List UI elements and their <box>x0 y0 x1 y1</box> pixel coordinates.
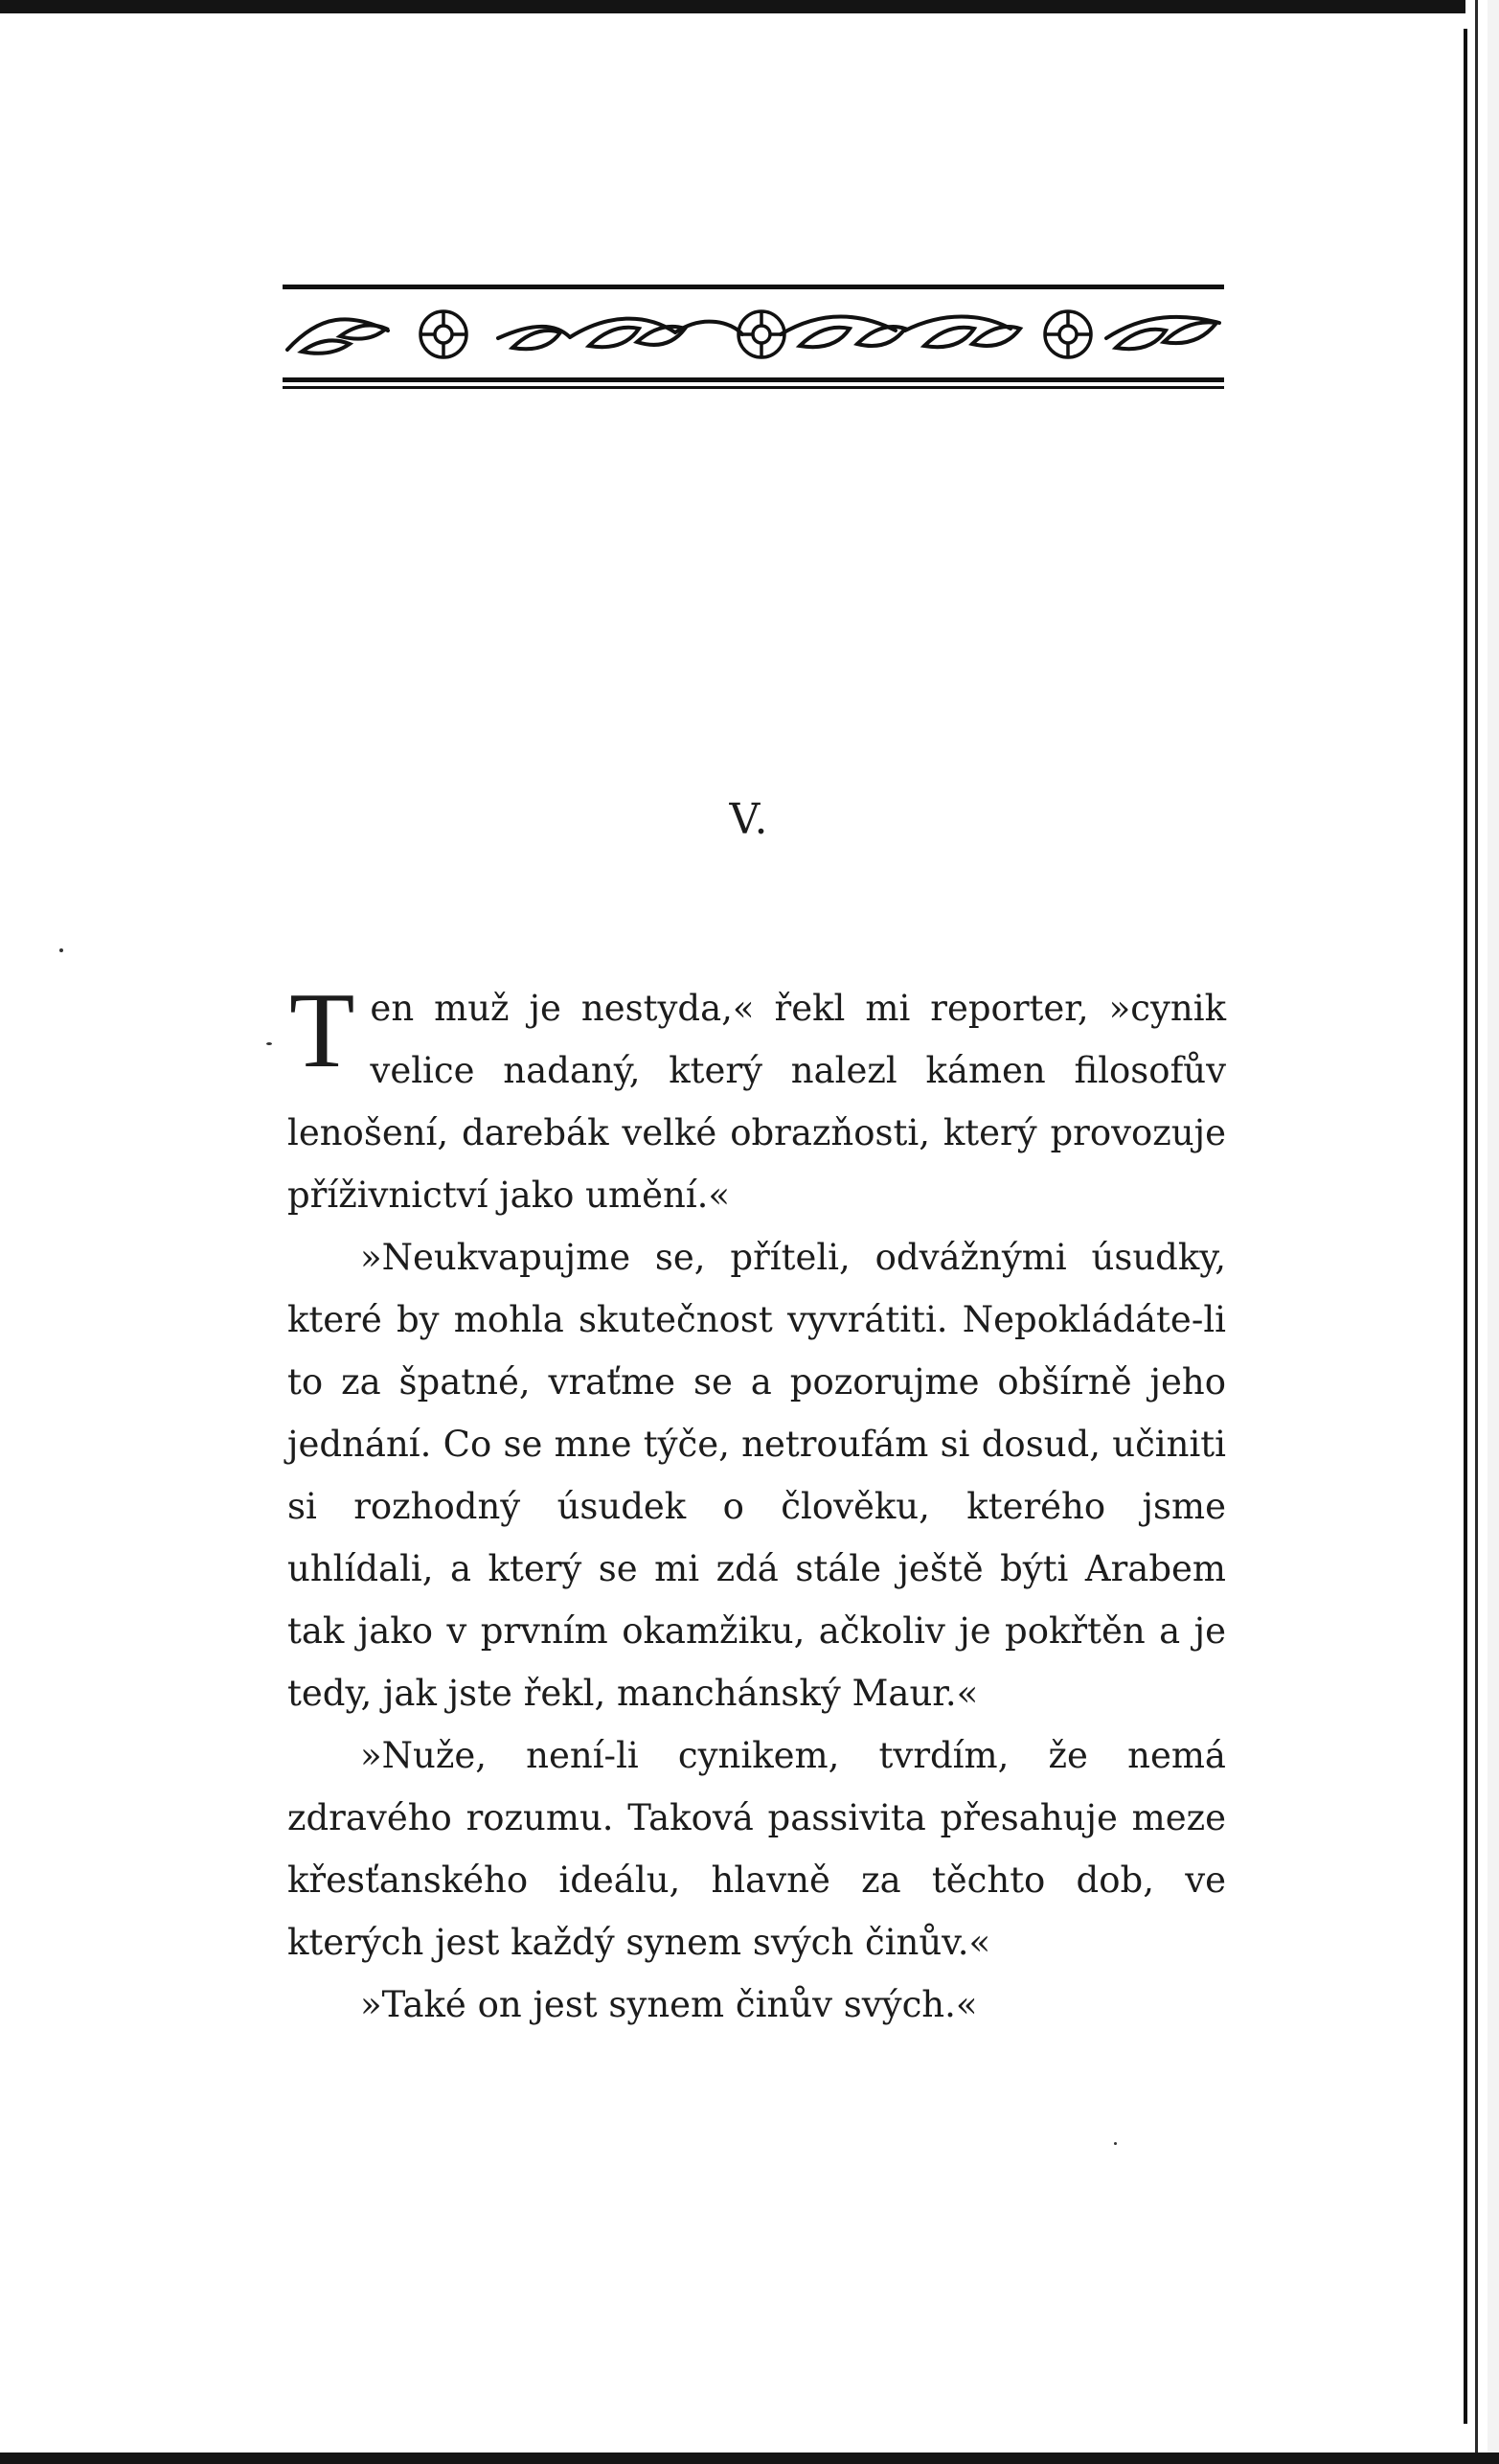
paragraph-2: »Neukvapujme se, příteli, odvážnými úsudky, které by mohla skutečnost vyvrátiti. Nepokládáte-li to za špatné, vraťme se a pozorujme obšírně jeho jednání. Co se mne týče, netroufám si dosud, učiniti si rozhodný úsudek o člověku, kterého jsme uhlídali, a který se mi zdá stále ještě býti Arabem tak jako v prvním okamžiku, ačkoliv je pokřtěn a je tedy, jak jste řekl, manchánský Maur.« <box>287 1237 1226 1714</box>
paragraph-4: »Také on jest synem činův svých.« <box>360 1984 978 2025</box>
paragraph-3: »Nuže, není-li cynikem, tvrdím, že nemá zdravého rozumu. Taková passivita přesahuje meze křesťanského ideálu, hlavně za těchto dob, ve kterých jest každý synem svých činův.« <box>287 1735 1226 1963</box>
page-right-margin <box>1488 0 1499 2464</box>
page-right-border <box>1464 29 1467 2424</box>
floral-vine-ornament-icon <box>283 285 1224 390</box>
scan-speck <box>266 1042 272 1045</box>
scan-speck <box>59 948 63 952</box>
paragraph-1 <box>287 971 1226 1226</box>
page-right-border-outer <box>1475 0 1478 2464</box>
page-top-border <box>0 0 1465 13</box>
scan-speck <box>1114 2142 1117 2145</box>
page-bottom-border <box>0 2453 1499 2464</box>
chapter-number: V. <box>729 795 770 844</box>
paragraph-1-text: en muž je nestyda,« řekl mi reporter, »cynik velice nadaný, který nalezl kámen filosofův lenošení, darebák velké obrazňosti, který provozuje příživnictví jako umění.« <box>287 988 1226 1216</box>
body-text <box>287 971 1226 2036</box>
drop-cap: T <box>289 971 355 1090</box>
